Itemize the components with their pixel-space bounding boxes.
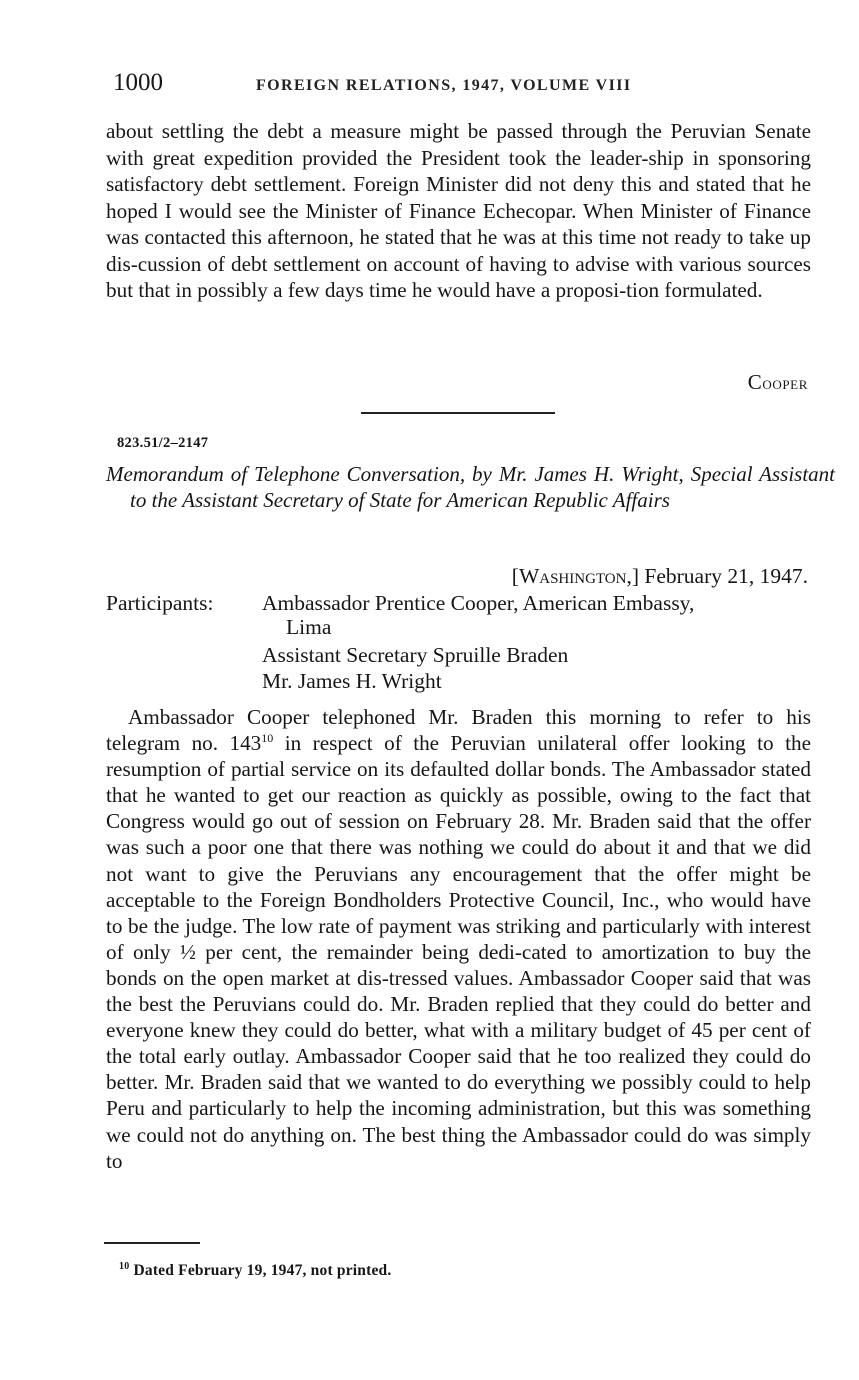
participant-line: Lima	[286, 615, 332, 639]
footnote-mark: 10	[119, 1260, 130, 1272]
signature	[748, 370, 808, 395]
participant-line: Assistant Secretary Spruille Braden	[262, 643, 569, 667]
body-text-part: in respect of the Peruvian unilateral offer looking to the resumption of partial service on its defaulted dollar bonds. The Ambassador stated that he wanted to get our reaction as quickly as possible, owing to the fact that Congress would go out of session on February 28. Mr. Braden said that the offer was such a poor one that there was nothing we could do about it and that we did not want to give the Peruvians any encouragement that the offer might be acceptable to the Foreign Bondholders Protective Council, Inc., who would have to be the judge. The low rate of payment was striking and particularly with interest of only ½ per cent, the remainder being dedi-cated to amortization to buy the bonds on the open market at dis-tressed values. Ambassador Cooper said that was the best the Peruvians could do. Mr. Braden replied that they could do better and everyone knew they could do better, what with a military budget of 45 per cent of the total early outlay. Ambassador Cooper said that he too realized they could do better. Mr. Braden said that we wanted to do everything we possibly could to help Peru and particularly to help the incoming administration, but this was something we could not do anything on. The best thing the Ambassador could do was simply to	[106, 731, 811, 1173]
signature-initial: C	[747, 370, 763, 394]
footnote-reference: 10	[261, 731, 274, 746]
section-divider	[361, 412, 555, 414]
continuation-paragraph: about settling the debt a measure might be passed through the Peruvian Senate with great expedition provided the President took the leader-ship in sponsoring satisfactory debt settlement. Foreign Minister did not deny this and stated that he hoped I would see the Minister of Finance Echecopar. When Minister of Finance was contacted this afternoon, he stated that he was at this time not ready to take up dis-cussion of debt settlement on account of having to advise with various sources but that in possibly a few days time he would have a proposi-tion formulated.	[106, 119, 811, 302]
memorandum-body	[106, 704, 811, 1174]
page-number: 1000	[113, 69, 163, 96]
dateline-place: [Washington,]	[511, 564, 639, 588]
document-title: Memorandum of Telephone Conversation, by Mr. James H. Wright, Special Assistant to the Assistant Secretary of State for American Republic Affairs	[106, 462, 835, 512]
footnote-text: Dated February 19, 1947, not printed.	[129, 1262, 392, 1279]
signature-rest: ooper	[762, 373, 808, 393]
footnote	[119, 1260, 391, 1282]
participant-line: Mr. James H. Wright	[262, 669, 442, 693]
participant-line: Ambassador Prentice Cooper, American Embassy,	[262, 591, 695, 615]
file-reference: 823.51/2–2147	[117, 435, 209, 451]
participants-label: Participants:	[106, 591, 214, 615]
page-header	[113, 66, 813, 106]
footnote-rule	[104, 1242, 200, 1244]
dateline	[512, 562, 808, 590]
body-text-part: Ambassador Cooper telephoned Mr. Braden this morning to refer to his telegram no. 143	[106, 705, 811, 756]
dateline-date: February 21, 1947.	[644, 564, 808, 588]
running-head: FOREIGN RELATIONS, 1947, VOLUME VIII	[256, 77, 632, 94]
